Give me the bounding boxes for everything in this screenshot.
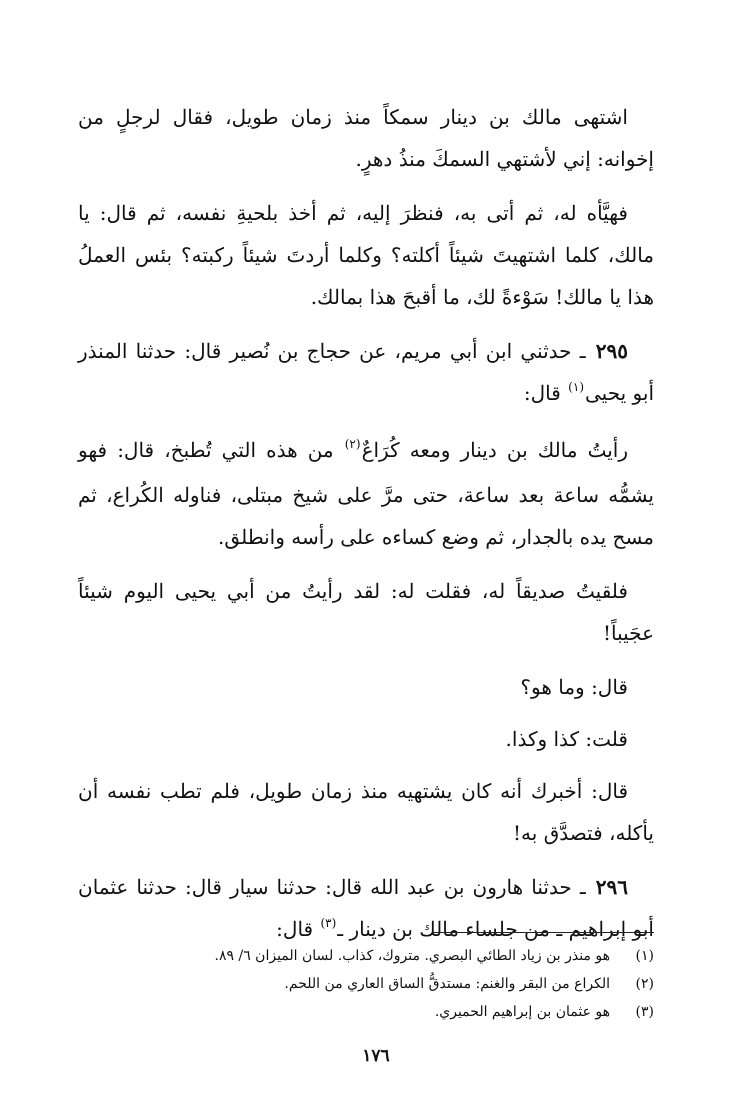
paragraph	[78, 570, 654, 654]
paragraph-text: اشتهى مالك بن دينار سمكاً منذ زمان طويل، فقال لرجلٍ من إخوانه: إني لأشتهي السمكَ منذُ دهرٍ.	[78, 105, 654, 171]
page-number: ١٧٦	[362, 1046, 390, 1066]
footnotes	[78, 942, 654, 1026]
paragraph	[78, 770, 654, 854]
footnote	[78, 942, 654, 970]
paragraph-text: ـ حدثني ابن أبي مريم، عن حجاج بن نُصير قال: حدثنا المنذر أبو يحيى	[78, 339, 654, 405]
paragraph-text: قال: وما هو؟	[520, 675, 628, 699]
footnote-ref: (٣)	[320, 916, 337, 930]
numbered-paragraph	[78, 330, 654, 417]
footnote-mark: (٢)	[635, 976, 654, 992]
narration-number: ٢٩٦	[595, 875, 628, 899]
footnote-ref: (١)	[568, 380, 584, 394]
footnote-mark: (١)	[635, 948, 654, 964]
numbered-paragraph	[78, 866, 654, 953]
paragraph-text: فلقيتُ صديقاً له، فقلت له: لقد رأيتُ من أبي يحيى اليوم شيئاً عجَيباً!	[78, 579, 654, 645]
paragraph-text: فهيَّأه له، ثم أتى به، فنظرَ إليه، ثم أخذ بلحيةِ نفسه، ثم قال: يا مالك، كلما اشتهيتَ شيئاً أكلته؟ وكلما أردتَ شيئاً ركبته؟ بئس العملُ هذا يا مالك! سَوْءةً لك، ما أقبحَ هذا بمالك.	[78, 201, 654, 309]
footnote-text: الكراع من البقر والغنم: مستدقُّ الساق العاري من اللحم.	[284, 976, 610, 992]
footnote-text: هو منذر بن زياد الطائي البصري. متروك، كذاب. لسان الميزان ٦/ ٨٩.	[214, 948, 610, 964]
footnote-text: هو عثمان بن إبراهيم الحميري.	[434, 1004, 610, 1020]
footnote-mark: (٣)	[635, 1004, 654, 1020]
paragraph-text: رأيتُ مالك بن دينار ومعه كُرَاعٌ	[361, 438, 628, 462]
paragraph-text: قال:	[276, 917, 320, 941]
paragraph	[78, 718, 654, 760]
paragraph	[78, 96, 654, 180]
paragraph-text: قال:	[523, 381, 568, 405]
paragraph	[78, 429, 654, 558]
footnote	[78, 970, 654, 998]
page-body	[78, 96, 654, 965]
narration-number: ٢٩٥	[595, 339, 628, 363]
paragraph-text: قال: أخبرك أنه كان يشتهيه منذ زمان طويل، فلم تطب نفسه أن يأكله، فتصدَّق به!	[78, 779, 654, 845]
paragraph	[78, 192, 654, 318]
paragraph-text: قلت: كذا وكذا.	[505, 727, 628, 751]
footnote-ref: (٢)	[344, 437, 361, 451]
footnote-divider	[432, 932, 654, 933]
paragraph-text: ـ حدثنا هارون بن عبد الله قال: حدثنا سيار قال: حدثنا عثمان أبو إبراهيم ـ من جلساء مالك بن دينار ـ	[78, 875, 654, 941]
paragraph-text: من هذه التي تُطبخ، قال: فهو يشمُّه ساعة بعد ساعة، حتى مرَّ على شيخ مبتلى، فناوله الكُراع، ثم مسح يده بالجدار، ثم وضع كساءه على رأسه وانطلق.	[78, 438, 654, 549]
footnote	[78, 998, 654, 1026]
paragraph	[78, 666, 654, 708]
